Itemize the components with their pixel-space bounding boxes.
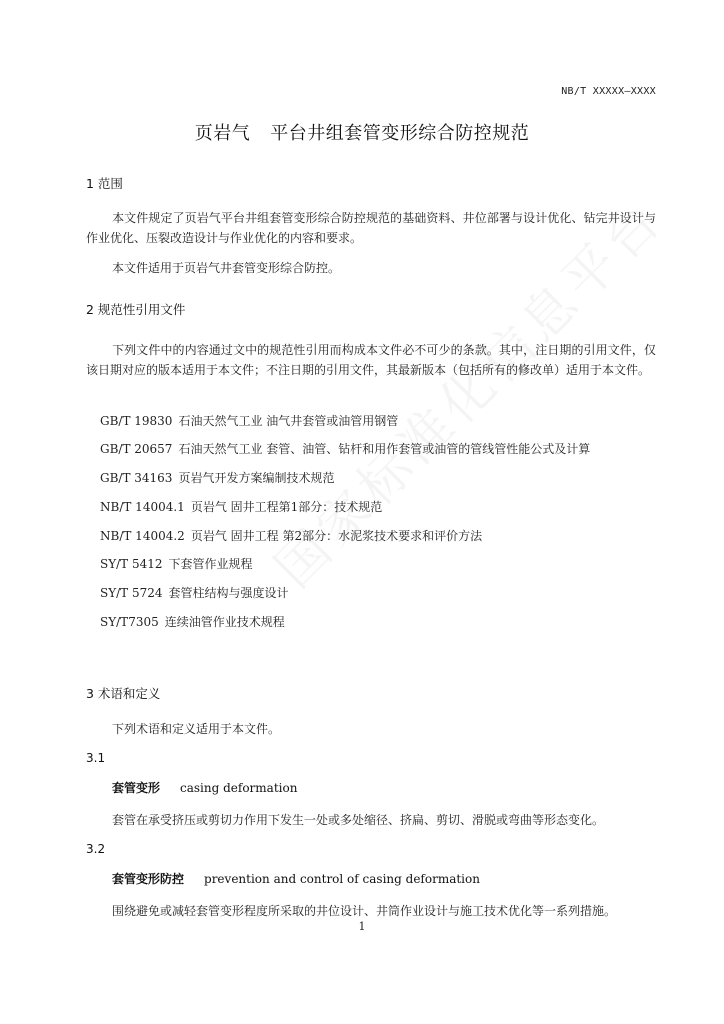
reference-item bbox=[100, 498, 382, 515]
reference-code: SY/T 5724 bbox=[100, 586, 163, 600]
reference-title: 石油天然气工业 套管、油管、钻杆和用作套管或油管的管线管性能公式及计算 bbox=[178, 442, 591, 456]
reference-title: 连续油管作业技术规程 bbox=[164, 615, 285, 629]
term-number: 3.2 bbox=[86, 842, 106, 856]
reference-item bbox=[100, 412, 398, 429]
title-part-1: 页岩气 bbox=[194, 123, 251, 144]
reference-code: GB/T 20657 bbox=[100, 442, 173, 456]
section-2-heading: 2 规范性引用文件 bbox=[86, 302, 186, 317]
reference-title: 下套管作业规程 bbox=[168, 557, 253, 571]
term-english: prevention and control of casing deformation bbox=[204, 872, 480, 886]
term-definition: 围绕避免或减轻套管变形程度所采取的井位设计、井筒作业设计与施工技术优化等一系列措施。 bbox=[112, 904, 617, 918]
term-chinese: 套管变形 bbox=[112, 781, 161, 795]
reference-code: SY/T7305 bbox=[100, 615, 159, 629]
reference-code: GB/T 34163 bbox=[100, 471, 173, 485]
reference-code: SY/T 5412 bbox=[100, 557, 163, 571]
term-entry bbox=[112, 870, 480, 887]
reference-title: 套管柱结构与强度设计 bbox=[168, 586, 289, 600]
section-2-intro-text: 下列文件中的内容通过文中的规范性引用而构成本文件必不可少的条款。其中，注日期的引用文件，仅该日期对应的版本适用于本文件；不注日期的引用文件，其最新版本（包括所有的修改单）适用于本文件。 bbox=[86, 343, 656, 377]
reference-item bbox=[100, 555, 253, 572]
reference-item bbox=[100, 584, 289, 601]
reference-title: 页岩气 固井工程 第2部分：水泥浆技术要求和评价方法 bbox=[190, 529, 483, 543]
section-1-heading: 1 范围 bbox=[86, 176, 123, 191]
reference-code: NB/T 14004.2 bbox=[100, 529, 185, 543]
reference-code: GB/T 19830 bbox=[100, 414, 173, 428]
section-1-para-2-text: 本文件适用于页岩气井套管变形综合防控。 bbox=[112, 261, 341, 275]
document-title bbox=[0, 119, 724, 145]
reference-title: 页岩气 固井工程第1部分：技术规范 bbox=[190, 500, 383, 514]
term-number: 3.1 bbox=[86, 751, 106, 765]
standard-code: NB/T XXXXX—XXXX bbox=[561, 86, 656, 97]
reference-item bbox=[100, 613, 285, 630]
reference-item bbox=[100, 440, 590, 457]
term-english: casing deformation bbox=[180, 781, 298, 795]
section-1-para-2 bbox=[86, 258, 656, 278]
section-3-intro: 下列术语和定义适用于本文件。 bbox=[112, 722, 281, 736]
title-part-2: 平台井组套管变形综合防控规范 bbox=[270, 123, 530, 144]
reference-title: 页岩气开发方案编制技术规范 bbox=[178, 471, 335, 485]
section-1-para-1-text: 本文件规定了页岩气平台井组套管变形综合防控规范的基础资料、井位部署与设计优化、钻完井设计与作业优化、压裂改造设计与作业优化的内容和要求。 bbox=[86, 211, 656, 245]
term-entry bbox=[112, 779, 297, 796]
section-3-heading: 3 术语和定义 bbox=[86, 686, 161, 701]
reference-title: 石油天然气工业 油气井套管或油管用钢管 bbox=[178, 414, 399, 428]
section-2-intro bbox=[86, 340, 656, 380]
reference-code: NB/T 14004.1 bbox=[100, 500, 185, 514]
term-definition: 套管在承受挤压或剪切力作用下发生一处或多处缩径、挤扁、剪切、滑脱或弯曲等形态变化。 bbox=[112, 813, 605, 827]
term-chinese: 套管变形防控 bbox=[112, 872, 185, 886]
reference-item bbox=[100, 527, 482, 544]
reference-item bbox=[100, 469, 334, 486]
page-number: 1 bbox=[358, 920, 366, 933]
section-1-para-1 bbox=[86, 208, 656, 248]
